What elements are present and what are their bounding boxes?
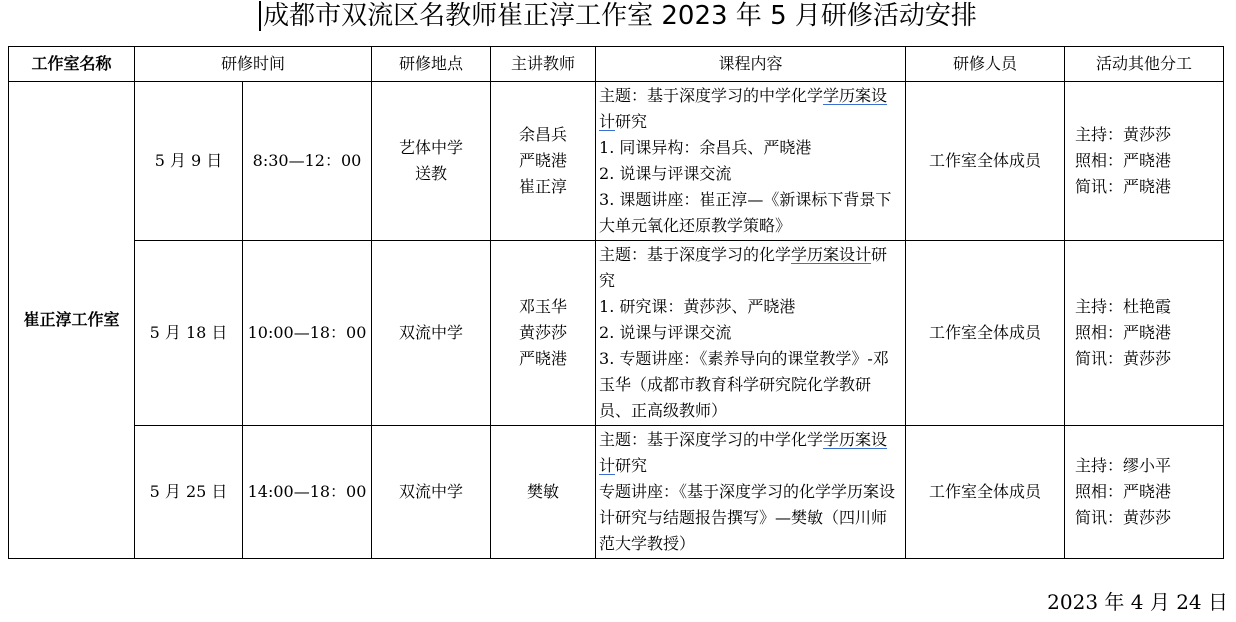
content-item: 1. 研究课：黄莎莎、严晓港 <box>599 297 796 316</box>
content-cell <box>596 241 906 426</box>
content-item: 1. 同课异构：余昌兵、严晓港 <box>599 138 812 157</box>
time-cell: 14:00—18：00 <box>243 426 372 559</box>
date-cell: 5 月 18 日 <box>135 241 243 426</box>
content-item: 2. 说课与评课交流 <box>599 164 732 183</box>
people-cell: 工作室全体成员 <box>906 241 1065 426</box>
studio-name-cell: 崔正淳工作室 <box>9 82 135 559</box>
theme-text: 主题：基于深度学习的化学 <box>599 245 792 264</box>
document-title-text: 成都市双流区名教师崔正淳工作室 2023 年 5 月研修活动安排 <box>263 1 977 31</box>
content-cell <box>596 426 906 559</box>
document-title <box>0 0 1236 32</box>
teacher-name: 严晓港 <box>519 151 568 170</box>
date-cell: 5 月 25 日 <box>135 426 243 559</box>
duties-cell <box>1065 426 1224 559</box>
theme-text: 主题：基于深度学习的中学化学 <box>599 86 824 105</box>
teacher-name: 余昌兵 <box>519 125 568 144</box>
table-header-row <box>9 47 1224 82</box>
teacher-cell <box>491 241 596 426</box>
header-location: 研修地点 <box>372 47 491 82</box>
theme-underlined-text: 学历案设计 <box>599 430 888 475</box>
location-cell <box>372 426 491 559</box>
location-line: 双流中学 <box>399 482 464 501</box>
content-item: 专题讲座：《基于深度学习的化学学历案设计研究与结题报告撰写》—樊敏（四川师范大学教授） <box>599 482 896 553</box>
teacher-name: 樊敏 <box>527 482 560 501</box>
footer-date: 2023 年 4 月 24 日 <box>1047 590 1228 614</box>
duty-item: 简讯：严晓港 <box>1075 177 1172 196</box>
location-cell <box>372 241 491 426</box>
teacher-cell <box>491 426 596 559</box>
content-theme <box>599 83 902 135</box>
duties-cell <box>1065 82 1224 241</box>
header-content: 课程内容 <box>596 47 906 82</box>
duty-item: 简讯：黄莎莎 <box>1075 349 1172 368</box>
table-row <box>9 82 1224 241</box>
theme-text: 研究 <box>615 456 648 475</box>
theme-underlined-text: 学历案设计 <box>791 245 872 264</box>
theme-text: 研究 <box>599 245 888 290</box>
header-duties: 活动其他分工 <box>1065 47 1224 82</box>
location-line: 送教 <box>415 164 448 183</box>
schedule-table <box>8 46 1224 559</box>
people-cell: 工作室全体成员 <box>906 82 1065 241</box>
teacher-name: 崔正淳 <box>519 177 568 196</box>
header-teacher: 主讲教师 <box>491 47 596 82</box>
table-row <box>9 426 1224 559</box>
time-cell: 8:30—12：00 <box>243 82 372 241</box>
table-row <box>9 241 1224 426</box>
duty-item: 主持：杜艳霞 <box>1075 297 1172 316</box>
location-cell <box>372 82 491 241</box>
theme-underlined-text: 学历案设计 <box>599 86 888 131</box>
teacher-cell <box>491 82 596 241</box>
content-theme <box>599 427 902 479</box>
content-item: 2. 说课与评课交流 <box>599 323 732 342</box>
header-people: 研修人员 <box>906 47 1065 82</box>
header-studio: 工作室名称 <box>9 47 135 82</box>
location-line: 双流中学 <box>399 323 464 342</box>
content-cell <box>596 82 906 241</box>
header-time: 研修时间 <box>135 47 372 82</box>
teacher-name: 黄莎莎 <box>519 323 568 342</box>
duty-item: 照相：严晓港 <box>1075 323 1172 342</box>
theme-text: 研究 <box>615 112 648 131</box>
duty-item: 照相：严晓港 <box>1075 151 1172 170</box>
content-item: 3. 专题讲座：《素养导向的课堂教学》-邓玉华（成都市教育科学研究院化学教研员、正高级教师） <box>599 349 889 420</box>
duties-cell <box>1065 241 1224 426</box>
theme-text: 主题：基于深度学习的中学化学 <box>599 430 824 449</box>
people-cell: 工作室全体成员 <box>906 426 1065 559</box>
content-theme <box>599 242 902 294</box>
time-cell: 10:00—18：00 <box>243 241 372 426</box>
duty-item: 照相：严晓港 <box>1075 482 1172 501</box>
content-item: 3. 课题讲座：崔正淳—《新课标下背景下大单元氧化还原教学策略》 <box>599 190 892 235</box>
duty-item: 简讯：黄莎莎 <box>1075 508 1172 527</box>
teacher-name: 严晓港 <box>519 349 568 368</box>
location-line: 艺体中学 <box>399 138 464 157</box>
duty-item: 主持：黄莎莎 <box>1075 125 1172 144</box>
duty-item: 主持：缪小平 <box>1075 456 1172 475</box>
date-cell: 5 月 9 日 <box>135 82 243 241</box>
teacher-name: 邓玉华 <box>519 297 568 316</box>
